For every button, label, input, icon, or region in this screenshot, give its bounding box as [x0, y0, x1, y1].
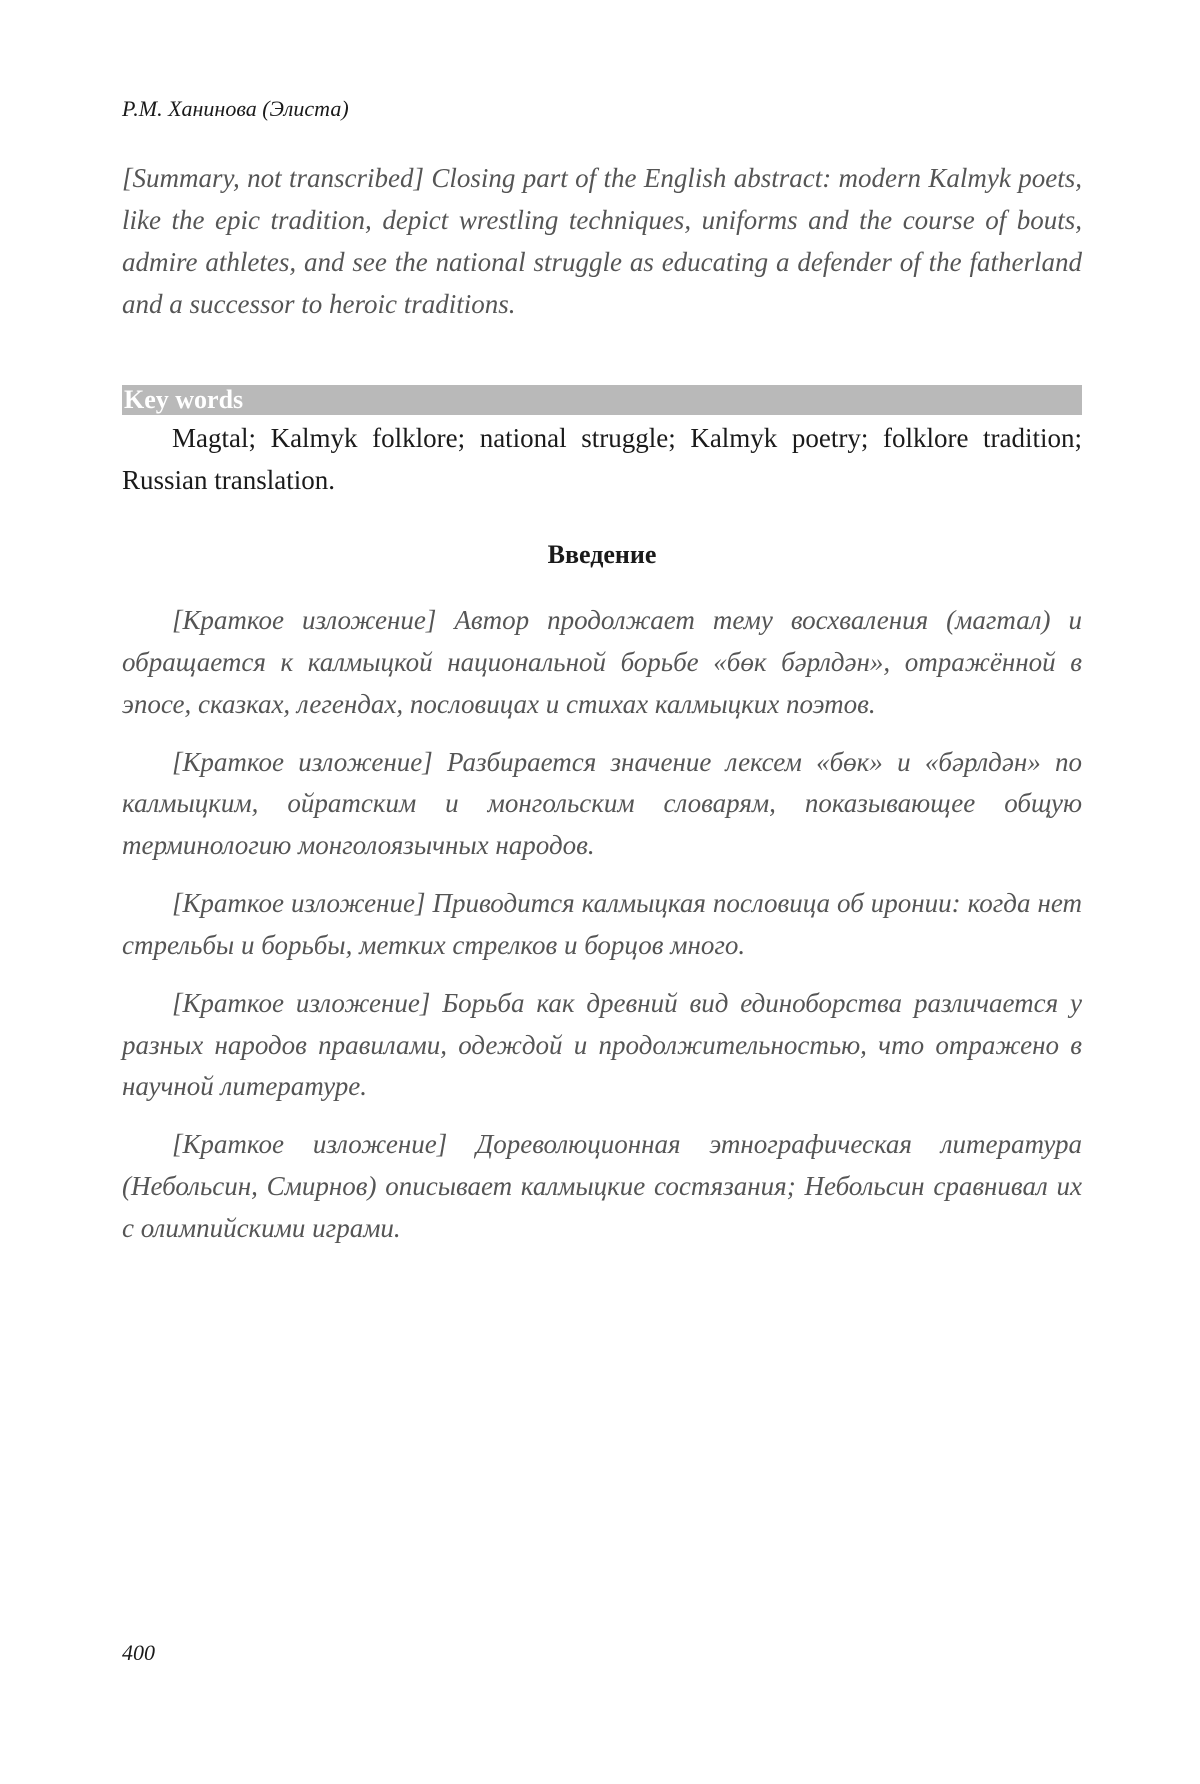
intro-paragraph: [Краткое изложение] Разбирается значение лексем «бөк» и «бәрлдән» по калмыцким, ойратским и монгольским словарям, показывающее общую терминологию монголоязычных народов.: [122, 746, 1082, 861]
intro-paragraph: [Краткое изложение] Дореволюционная этнографическая литература (Небольсин, Смирнов) описывает калмыцкие состязания; Небольсин сравнивал их с олимпийскими играми.: [122, 1129, 1082, 1243]
intro-paragraph: [Краткое изложение] Борьба как древний вид единоборства различается у разных народов правилами, одеждой и продолжительностью, что отражено в научной литературе.: [122, 987, 1082, 1102]
keywords-label: Key words: [122, 385, 1082, 415]
intro-paragraph: [Краткое изложение] Автор продолжает тему восхваления (магтал) и обращается к калмыцкой национальной борьбе «бөк бәрлдән», отражённой в эпосе, сказках, легендах, пословицах и стихах калмыцких поэтов.: [122, 605, 1082, 719]
intro-section: [122, 600, 1082, 1266]
keywords-text: Magtal; Kalmyk folklore; national struggle; Kalmyk poetry; folklore tradition; Russian translation.: [122, 423, 1082, 495]
section-title: Введение: [547, 540, 657, 569]
page-number: 400: [122, 1640, 155, 1665]
running-head: Р.М. Ханинова (Элиста): [122, 96, 349, 121]
intro-paragraph: [Краткое изложение] Приводится калмыцкая пословица об иронии: когда нет стрельбы и борьбы, метких стрелков и борцов много.: [122, 888, 1082, 960]
abstract-summary: [Summary, not transcribed] Closing part of the English abstract: modern Kalmyk poets, like the epic tradition, depict wrestling techniques, uniforms and the course of bouts, admire athletes, and see the national struggle as educating a defender of the fatherland and a successor to heroic traditions.: [122, 163, 1082, 319]
